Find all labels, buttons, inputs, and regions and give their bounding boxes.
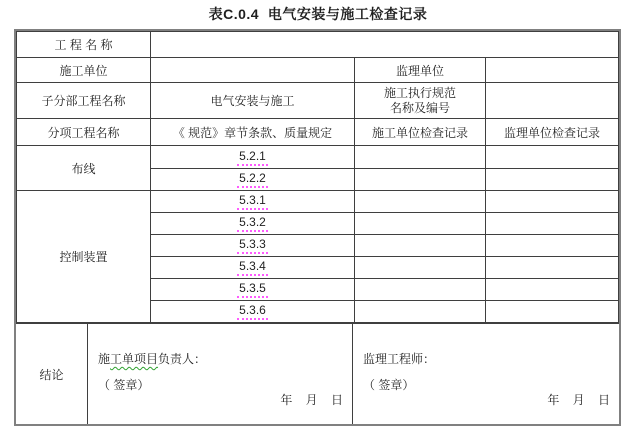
builder-record-cell[interactable] <box>355 191 486 213</box>
clause-code-cell <box>151 279 355 301</box>
clause-code-cell <box>151 169 355 191</box>
clause-code-cell <box>151 257 355 279</box>
supervisor-signature-line: 监理工程师： <box>363 352 436 366</box>
clause-code: 5.2.1 <box>237 150 268 166</box>
supervisor-record-cell[interactable] <box>486 301 619 323</box>
clause-code-cell <box>151 235 355 257</box>
clause-code: 5.3.4 <box>237 260 268 276</box>
header-subdivision-name: 分项工程名称 <box>17 119 151 146</box>
grammar-squiggle-text: 工单项目 <box>110 352 159 366</box>
construction-unit-label: 施工单位 <box>17 58 151 83</box>
project-name-label: 工 程 名 称 <box>17 32 151 58</box>
builder-record-cell[interactable] <box>355 213 486 235</box>
builder-record-cell[interactable] <box>355 169 486 191</box>
clause-code: 5.3.1 <box>237 194 268 210</box>
supervisor-record-cell[interactable] <box>486 235 619 257</box>
builder-record-cell[interactable] <box>355 235 486 257</box>
builder-record-cell[interactable] <box>355 279 486 301</box>
supervisor-seal-label: （ 签章） <box>363 378 415 392</box>
supervisor-record-cell[interactable] <box>486 191 619 213</box>
supervision-unit-label: 监理单位 <box>355 58 486 83</box>
clause-code: 5.2.2 <box>237 172 268 188</box>
builder-record-cell[interactable] <box>355 146 486 169</box>
header-supervisor-check-record: 监理单位检查记录 <box>486 119 619 146</box>
supervisor-record-cell[interactable] <box>486 169 619 191</box>
conclusion-label: 结论 <box>16 324 88 424</box>
sub-project-label: 子分部工程名称 <box>17 83 151 119</box>
clause-code: 5.3.5 <box>237 282 268 298</box>
supervision-unit-value-cell[interactable] <box>486 58 619 83</box>
builder-signature-cell[interactable] <box>88 324 353 424</box>
clause-code-cell <box>151 301 355 323</box>
section-name-control-device: 控制装置 <box>17 191 151 323</box>
clause-code: 5.3.6 <box>237 304 268 320</box>
clause-code: 5.3.3 <box>237 238 268 254</box>
inspection-record-table <box>14 29 621 426</box>
clause-code-cell <box>151 146 355 169</box>
supervisor-date-line: 年 月 日 <box>547 393 610 407</box>
builder-seal-label: （ 签章） <box>98 378 150 392</box>
supervisor-record-cell[interactable] <box>486 146 619 169</box>
supervisor-record-cell[interactable] <box>486 257 619 279</box>
sub-project-value: 电气安装与施工 <box>151 83 355 119</box>
supervisor-record-cell[interactable] <box>486 213 619 235</box>
header-builder-check-record: 施工单位检查记录 <box>355 119 486 146</box>
clause-code-cell <box>151 191 355 213</box>
conclusion-row <box>16 323 619 424</box>
builder-record-cell[interactable] <box>355 301 486 323</box>
spec-name-label <box>355 83 486 119</box>
supervisor-record-cell[interactable] <box>486 279 619 301</box>
project-name-value-cell[interactable] <box>151 32 619 58</box>
builder-date-line: 年 月 日 <box>280 393 343 407</box>
clause-code: 5.3.2 <box>237 216 268 232</box>
spec-name-label-line1: 施工执行规范 <box>383 85 456 100</box>
page-title: 表C.0.4 电气安装与施工检查记录 <box>208 6 428 22</box>
spec-value-cell[interactable] <box>486 83 619 119</box>
clause-code-cell <box>151 213 355 235</box>
construction-unit-value-cell[interactable] <box>151 58 355 83</box>
builder-signature-line: 施工单项目负责人： <box>98 352 207 366</box>
spec-name-label-line2: 名称及编号 <box>389 100 450 115</box>
section-name-wiring: 布线 <box>17 146 151 191</box>
header-spec-clauses: 《 规范》章节条款、质量规定 <box>151 119 355 146</box>
supervisor-signature-cell[interactable] <box>353 324 619 424</box>
builder-record-cell[interactable] <box>355 257 486 279</box>
